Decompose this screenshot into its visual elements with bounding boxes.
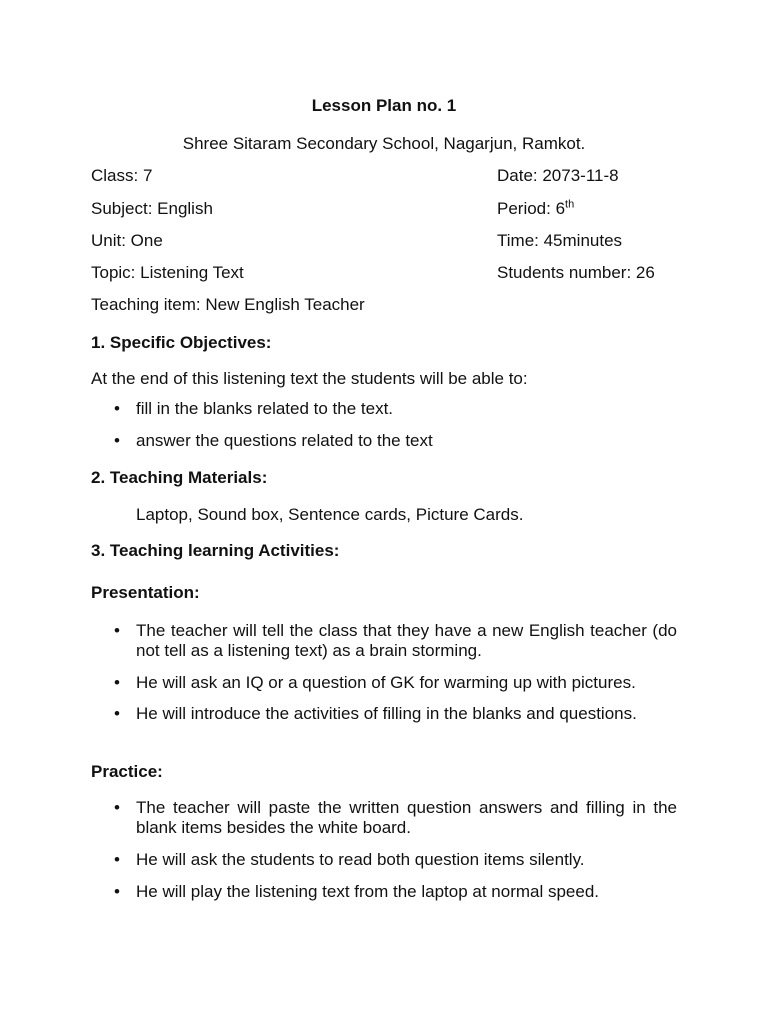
bullet-marker: •	[114, 673, 120, 692]
school-name: Shree Sitaram Secondary School, Nagarjun, Ramkot.	[182, 134, 586, 153]
period-field	[497, 199, 574, 219]
bullet-marker: •	[114, 399, 120, 418]
bullet-marker: •	[114, 704, 120, 723]
date-field: Date: 2073-11-8	[497, 166, 619, 185]
materials-text: Laptop, Sound box, Sentence cards, Picture Cards.	[136, 505, 524, 524]
presentation-item: He will ask an IQ or a question of GK for warming up with pictures.	[136, 673, 636, 692]
period-suffix: th	[565, 198, 575, 211]
bullet-marker: •	[114, 431, 120, 450]
unit-field: Unit: One	[91, 231, 163, 250]
presentation-item: The teacher will tell the class that they have a new English teacher (do not tell as a listening text) as a brain storming.	[136, 621, 677, 660]
topic-field: Topic: Listening Text	[91, 263, 244, 282]
practice-item: He will ask the students to read both question items silently.	[136, 850, 585, 869]
bullet-marker: •	[114, 798, 120, 817]
practice-heading: Practice:	[91, 762, 163, 781]
students-number-field: Students number: 26	[497, 263, 655, 282]
bullet-marker: •	[114, 850, 120, 869]
objectives-heading: 1. Specific Objectives:	[91, 333, 272, 352]
practice-item: The teacher will paste the written question answers and filling in the blank items besides the white board.	[136, 798, 677, 837]
subject-field: Subject: English	[91, 199, 213, 218]
activities-heading: 3. Teaching learning Activities:	[91, 541, 340, 560]
objective-item: answer the questions related to the text	[136, 431, 433, 450]
materials-heading: 2. Teaching Materials:	[91, 468, 268, 487]
bullet-marker: •	[114, 621, 120, 640]
objective-item: fill in the blanks related to the text.	[136, 399, 394, 418]
teaching-item-field: Teaching item: New English Teacher	[91, 295, 365, 314]
presentation-item: He will introduce the activities of filling in the blanks and questions.	[136, 704, 637, 723]
time-field: Time: 45minutes	[497, 231, 623, 250]
practice-item: He will play the listening text from the laptop at normal speed.	[136, 882, 600, 901]
lesson-plan-title: Lesson Plan no. 1	[311, 96, 457, 115]
bullet-marker: •	[114, 882, 120, 901]
objectives-intro: At the end of this listening text the students will be able to:	[91, 369, 528, 388]
period-value: Period: 6	[497, 199, 566, 218]
class-field: Class: 7	[91, 166, 153, 185]
presentation-heading: Presentation:	[91, 583, 200, 602]
